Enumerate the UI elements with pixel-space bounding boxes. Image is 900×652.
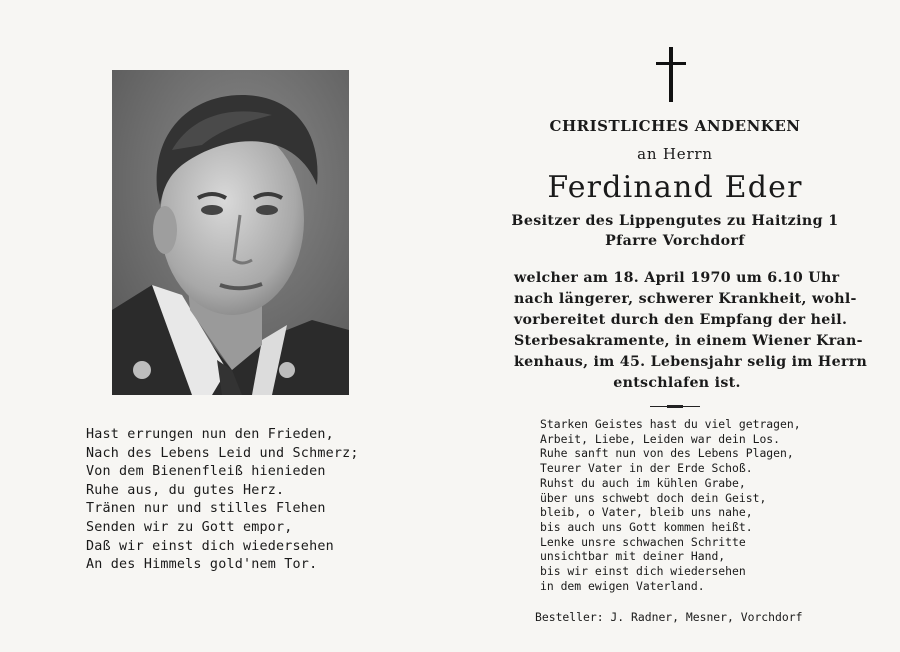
poem-line: An des Himmels gold'nem Tor. <box>86 557 318 573</box>
notice-line: kenhaus, im 45. Lebensjahr selig im Herrn <box>514 354 868 370</box>
salutation: an Herrn <box>637 145 713 163</box>
poem-line: Teurer Vater in der Erde Schoß. <box>540 461 753 476</box>
poem-line: bis auch uns Gott kommen heißt. <box>540 519 753 534</box>
poem-line: Arbeit, Liebe, Leiden war dein Los. <box>540 431 781 446</box>
poem-line: über uns schwebt doch dein Geist, <box>540 490 767 505</box>
occupation: Besitzer des Lippengutes zu Haitzing 1 <box>511 213 839 229</box>
poem-line: bleib, o Vater, bleib uns nahe, <box>540 505 753 520</box>
deceased-name: Ferdinand Eder <box>547 170 803 205</box>
poem-line: Hast errungen nun den Frieden, <box>86 427 334 442</box>
poem-line: Ruhe sanft nun von des Lebens Plagen, <box>540 446 794 461</box>
poem-line: Von dem Bienenfleiß hienieden <box>86 464 326 480</box>
notice-line: entschlafen ist. <box>613 375 741 391</box>
poem-right <box>540 417 830 593</box>
card-title: CHRISTLICHES ANDENKEN <box>549 117 801 135</box>
death-notice <box>514 268 868 394</box>
poem-line: Nach des Lebens Leid und Schmerz; <box>86 445 359 461</box>
notice-line: welcher am 18. April 1970 um 6.10 Uhr <box>514 270 840 286</box>
poem-line: Starken Geistes hast du viel getragen, <box>540 417 801 431</box>
poem-line: Lenke unsre schwachen Schritte <box>540 534 746 549</box>
poem-line: Daß wir einst dich wiedersehen <box>86 538 334 554</box>
poem-line: Tränen nur und stilles Flehen <box>86 501 326 517</box>
orderer-credit: Besteller: J. Radner, Mesner, Vorchdorf <box>535 610 803 624</box>
notice-line: nach längerer, schwerer Krankheit, wohl- <box>514 291 857 307</box>
poem-line: in dem ewigen Vaterland. <box>540 578 705 593</box>
latin-cross-icon <box>651 47 691 102</box>
poem-line: Senden wir zu Gott empor, <box>86 519 293 535</box>
notice-line: vorbereitet durch den Empfang der heil. <box>514 312 848 328</box>
portrait-photo <box>112 70 349 395</box>
poem-line: Ruhe aus, du gutes Herz. <box>86 482 285 498</box>
notice-line: Sterbesakramente, in einem Wiener Kran- <box>514 333 863 349</box>
poem-line: unsichtbar mit deiner Hand, <box>540 549 726 564</box>
divider <box>650 406 700 407</box>
parish: Pfarre Vorchdorf <box>605 233 745 249</box>
poem-line: bis wir einst dich wiedersehen <box>540 564 746 579</box>
poem-line: Ruhst du auch im kühlen Grabe, <box>540 475 746 490</box>
poem-left <box>86 426 416 575</box>
